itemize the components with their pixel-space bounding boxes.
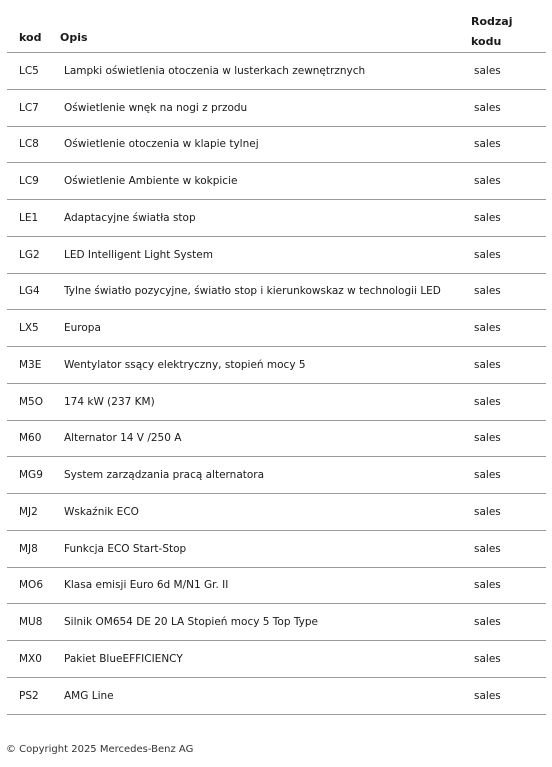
table-row	[7, 384, 546, 421]
table-row	[7, 421, 546, 458]
cell-opis: LED Intelligent Light System	[64, 248, 213, 261]
codes-table	[7, 0, 546, 715]
table-row	[7, 310, 546, 347]
cell-rodzaj: sales	[474, 505, 501, 518]
table-row	[7, 200, 546, 237]
cell-rodzaj: sales	[474, 579, 501, 592]
cell-opis: Tylne światło pozycyjne, światło stop i kierunkowskaz w technologii LED	[64, 285, 441, 298]
cell-opis: System zarządzania pracą alternatora	[64, 469, 265, 482]
cell-kod: MJ2	[19, 505, 38, 518]
table-row	[7, 531, 546, 568]
cell-rodzaj: sales	[474, 322, 501, 335]
copyright-footer: © Copyright 2025 Mercedes-Benz AG	[6, 744, 194, 755]
cell-kod: PS2	[19, 689, 39, 702]
cell-kod: LC9	[19, 175, 39, 188]
cell-kod: M60	[19, 432, 42, 445]
header-rodzaj-kodu	[471, 12, 513, 52]
cell-opis: Oświetlenie wnęk na nogi z przodu	[64, 101, 248, 114]
cell-opis: Wskaźnik ECO	[64, 505, 139, 518]
table-row	[7, 457, 546, 494]
table-row	[7, 678, 546, 715]
cell-kod: MJ8	[19, 542, 38, 555]
header-kod: kod	[19, 31, 42, 44]
cell-kod: LG2	[19, 248, 40, 261]
cell-kod: M5O	[19, 395, 44, 408]
cell-opis: Pakiet BlueEFFICIENCY	[64, 652, 183, 665]
table-header	[7, 0, 546, 53]
table-row	[7, 347, 546, 384]
cell-rodzaj: sales	[474, 248, 501, 261]
cell-opis: Funkcja ECO Start-Stop	[64, 542, 187, 555]
cell-opis: Klasa emisji Euro 6d M/N1 Gr. II	[64, 579, 229, 592]
cell-kod: LC5	[19, 64, 39, 77]
cell-opis: Adaptacyjne światła stop	[64, 211, 196, 224]
cell-rodzaj: sales	[474, 395, 501, 408]
table-row	[7, 274, 546, 311]
table-row	[7, 568, 546, 605]
cell-kod: MU8	[19, 616, 43, 629]
header-rodzaj-line2: kodu	[471, 35, 502, 48]
cell-kod: M3E	[19, 358, 42, 371]
header-opis: Opis	[60, 31, 88, 44]
cell-rodzaj: sales	[474, 432, 501, 445]
cell-rodzaj: sales	[474, 652, 501, 665]
cell-kod: MO6	[19, 579, 44, 592]
table-row	[7, 127, 546, 164]
cell-rodzaj: sales	[474, 138, 501, 151]
cell-rodzaj: sales	[474, 64, 501, 77]
cell-rodzaj: sales	[474, 358, 501, 371]
cell-opis: Silnik OM654 DE 20 LA Stopień mocy 5 Top Type	[64, 616, 318, 629]
cell-opis: Oświetlenie otoczenia w klapie tylnej	[64, 138, 259, 151]
table-row	[7, 494, 546, 531]
cell-opis: AMG Line	[64, 689, 114, 702]
table-row	[7, 90, 546, 127]
cell-rodzaj: sales	[474, 616, 501, 629]
cell-kod: LC8	[19, 138, 39, 151]
cell-rodzaj: sales	[474, 542, 501, 555]
cell-kod: MX0	[19, 652, 42, 665]
cell-rodzaj: sales	[474, 211, 501, 224]
cell-opis: Lampki oświetlenia otoczenia w lusterkach zewnętrznych	[64, 64, 366, 77]
cell-kod: LX5	[19, 322, 39, 335]
cell-kod: MG9	[19, 469, 43, 482]
cell-rodzaj: sales	[474, 175, 501, 188]
cell-opis: Oświetlenie Ambiente w kokpicie	[64, 175, 238, 188]
table-row	[7, 641, 546, 678]
cell-opis: Europa	[64, 322, 101, 335]
table-row	[7, 163, 546, 200]
cell-opis: 174 kW (237 KM)	[64, 395, 155, 408]
cell-kod: LE1	[19, 211, 39, 224]
cell-opis: Wentylator ssący elektryczny, stopień mocy 5	[64, 358, 306, 371]
cell-opis: Alternator 14 V /250 A	[64, 432, 182, 445]
table-row	[7, 604, 546, 641]
cell-rodzaj: sales	[474, 101, 501, 114]
cell-rodzaj: sales	[474, 689, 501, 702]
table-row	[7, 237, 546, 274]
cell-kod: LC7	[19, 101, 39, 114]
cell-rodzaj: sales	[474, 285, 501, 298]
header-rodzaj-line1: Rodzaj	[471, 15, 513, 28]
cell-rodzaj: sales	[474, 469, 501, 482]
cell-kod: LG4	[19, 285, 40, 298]
table-row	[7, 53, 546, 90]
